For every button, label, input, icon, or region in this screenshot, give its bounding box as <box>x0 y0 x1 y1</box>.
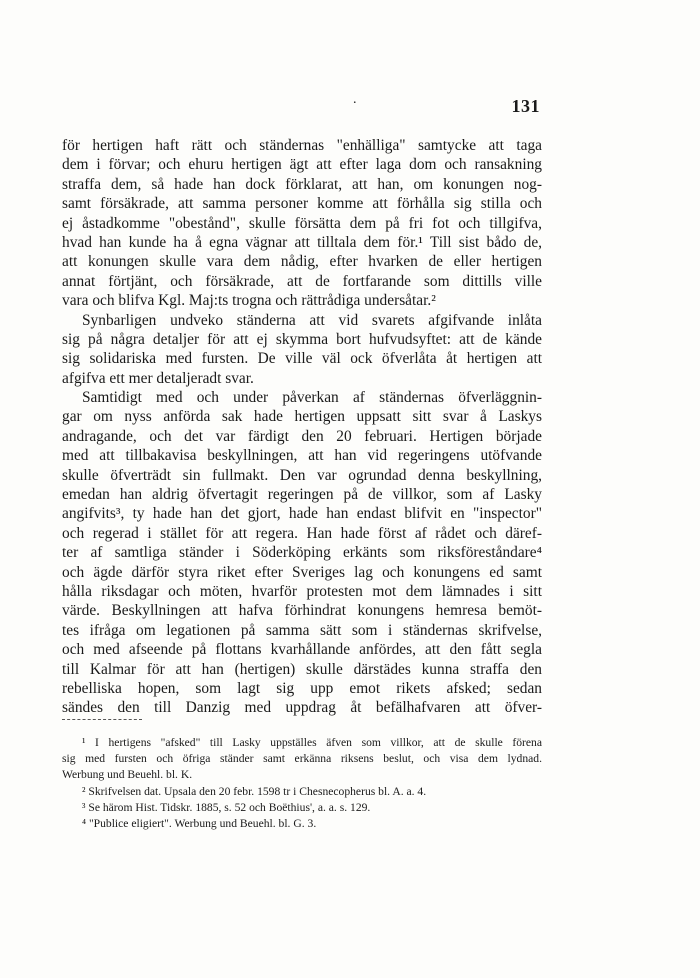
text-line: till Kalmar för att han (hertigen) skulle därstädes kunna straffa den <box>62 660 542 678</box>
text-line: tes ifråga om legationen på samma sätt som i ständernas skrifvelse, <box>62 621 542 639</box>
footnote-line: Werbung und Beuehl. bl. K. <box>62 768 193 782</box>
text-line: Synbarligen undveko ständerna att vid svarets afgifvande inlåta <box>82 311 542 329</box>
footnote-separator <box>62 719 142 720</box>
text-line: emedan han aldrig öfvertagit regeringen på de villkor, som af Lasky <box>62 486 542 504</box>
text-line: skulle öfverträdt sin fullmakt. Den var ogrundad denna beskyllning, <box>62 466 542 484</box>
text-line: straffa dem, så hade han dock förklarat, att han, om konungen nog- <box>62 175 542 193</box>
footnote-line: ⁴ "Publice eligiert". Werbung und Beuehl. bl. G. 3. <box>82 816 317 830</box>
footnote-line: ³ Se härom Hist. Tidskr. 1885, s. 52 och Boëthius', a. a. s. 129. <box>82 800 371 814</box>
text-line: sig solidariska med fursten. De ville väl ock öfverlåta åt hertigen att <box>62 350 542 368</box>
text-line: samt försäkrade, att samma personer komme att förhålla sig stilla och <box>62 195 542 213</box>
text-line: ej åstadkomme "obestånd", skulle försätta dem på fri fot och tillgifva, <box>62 214 542 232</box>
page-number: 131 <box>511 96 540 116</box>
text-line: att konungen skulle vara dem nådig, efter hvarken de eller hertigen <box>62 253 542 271</box>
text-line: angifvits³, ty hade han det gjort, hade han endast blifvit en "inspector" <box>62 505 542 523</box>
footnote-line: ² Skrifvelsen dat. Upsala den 20 febr. 1598 tr i Chesnecopherus bl. A. a. 4. <box>82 784 427 798</box>
text-line: gar om nyss anförda sak hade hertigen uppsatt sitt svar å Laskys <box>62 408 542 426</box>
text-line: Samtidigt med och under påverkan af ständernas öfverläggnin- <box>82 389 542 407</box>
text-line: för hertigen haft rätt och ständernas "enhälliga" samtycke att taga <box>62 137 542 154</box>
text-line: ter af samtliga ständer i Söderköping erkänts som riksföreståndare⁴ <box>62 544 542 562</box>
text-line: hålla riksdagar och möten, hvarför protesten mot dem lämnades i sitt <box>62 582 542 600</box>
text-line: afgifva ett mer detaljeradt svar. <box>62 369 254 387</box>
page-mark: . <box>353 92 357 107</box>
text-line: sig på några detaljer för att ej skymma bort hufvudsyftet: att de kände <box>62 330 542 348</box>
text-line: värde. Beskyllningen att hafva förhindrat konungens hemresa bemöt- <box>62 602 542 620</box>
text-line: rebelliska hopen, som lagt sig upp emot rikets afsked; sedan <box>62 679 542 697</box>
text-line: vara och blifva Kgl. Maj:ts trogna och rättrådiga undersåtar.² <box>62 292 436 310</box>
text-line: andragande, och det var färdigt den 20 februari. Hertigen började <box>62 427 542 445</box>
text-line: och regerad i stället för att regera. Han hade först af rådet och däref- <box>62 524 542 542</box>
footnotes <box>62 735 542 832</box>
text-line: hvad han kunde ha å egna vägnar att tilltala dem för.¹ Till sist bådo de, <box>62 233 542 251</box>
footnote-line: ¹ I hertigens "afsked" till Lasky uppställes äfven som villkor, att de skulle förena <box>82 736 542 749</box>
text-line: dem i förvar; och ehuru hertigen ägt att efter laga dom och ransakning <box>62 156 542 174</box>
text-line: och ägde därför styra riket efter Sveriges lag och konungens ed samt <box>62 563 542 581</box>
body-text <box>62 136 542 718</box>
text-line: med att tillbakavisa beskyllningen, att han vid regeringens utöfvande <box>62 447 542 465</box>
text-line: annat förtjänt, och försäkrade, att de fortfarande som dittills ville <box>62 272 542 290</box>
text-line: och med afseende på flottans kvarhållande anfördes, att den fått segla <box>62 641 542 659</box>
footnote-line: sig med fursten och öfriga ständer samt erkänna riksens beslut, och visa dem lydnad. <box>62 752 542 766</box>
text-line: sändes den till Danzig med uppdrag åt befälhafvaren att öfver- <box>62 699 542 717</box>
